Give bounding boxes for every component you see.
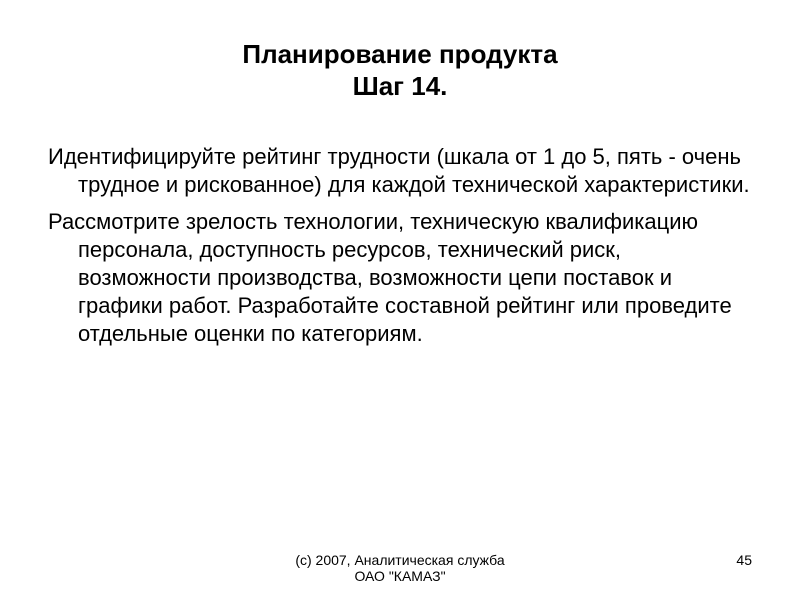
footer-copyright [250,552,550,584]
page-number: 45 [736,552,752,568]
slide-body [48,143,758,357]
body-paragraph-considerations: Рассмотрите зрелость технологии, техническую квалификацию персонала, доступность ресурсов, технический риск, возможности производства, возможности цепи поставок и графики работ. Разработайте составной рейтинг или проведите отдельные оценки по категориям. [48,209,732,346]
slide-title-line-1: Планирование продукта [242,39,558,69]
footer-copyright-line-1: (c) 2007, Аналитическая служба [295,552,505,568]
body-paragraph-difficulty-rating: Идентифицируйте рейтинг трудности (шкала от 1 до 5, пять - очень трудное и рискованное) для каждой технической характеристики. [48,144,750,197]
footer-copyright-line-2: ОАО "КАМАЗ" [354,568,446,584]
slide-title [0,38,800,102]
slide-title-line-2: Шаг 14. [352,71,448,101]
